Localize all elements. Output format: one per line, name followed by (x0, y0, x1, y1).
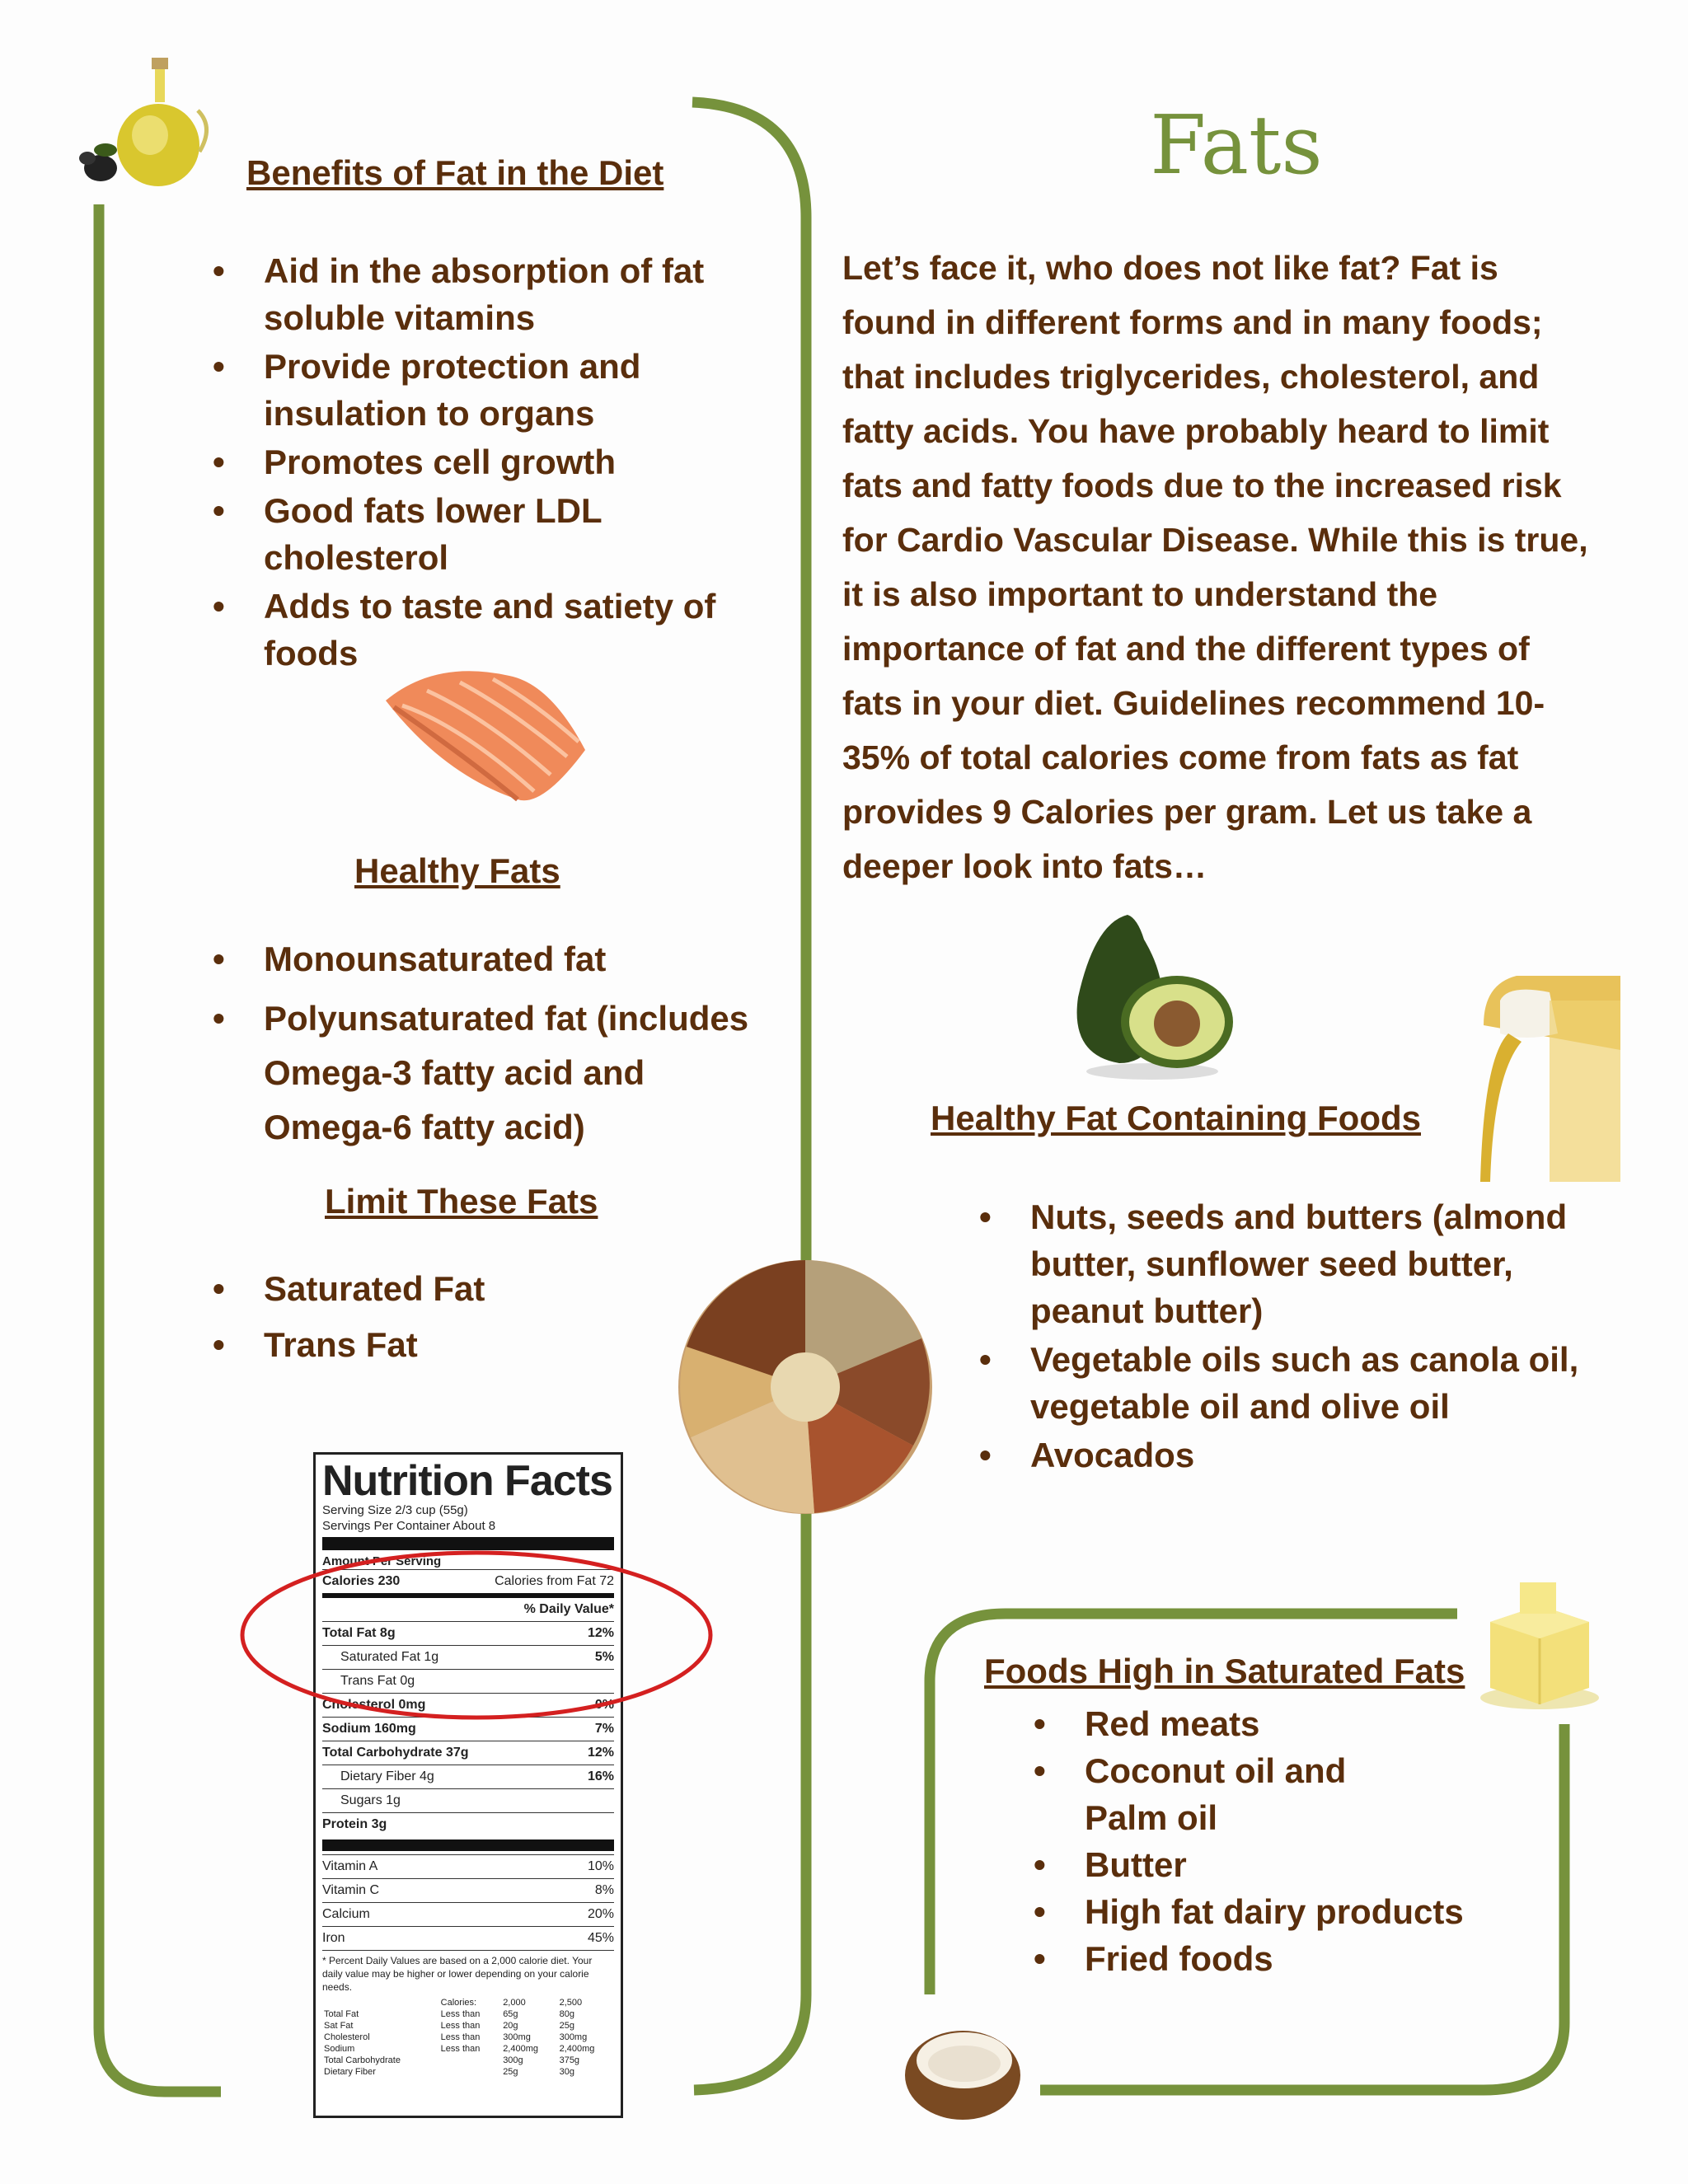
vitamin-value: 45% (587, 1931, 614, 1945)
list-item: • High fat dairy products (1034, 1888, 1561, 1935)
olive-oil-bottle-icon (76, 53, 216, 193)
nutrient-label: Saturated Fat 1g (340, 1650, 439, 1664)
benefits-list (213, 247, 773, 677)
list-item: • Monounsaturated fat (213, 932, 790, 987)
intro-paragraph (842, 241, 1609, 893)
list-item: • Coconut oil and Palm oil (1034, 1747, 1561, 1841)
limit-fats-heading: Limit These Fats (325, 1182, 598, 1221)
daily-value-table-cell: 2,400mg (559, 2044, 595, 2054)
intro-line: fats in your diet. Guidelines recommend 10- (842, 684, 1545, 722)
daily-value-table-cell (439, 2066, 502, 2078)
intro-line: Let’s face it, who does not like fat? Fat is (842, 249, 1498, 287)
nutrient-row (322, 1765, 614, 1788)
daily-value-table-cell: 2,000 (503, 1998, 526, 2008)
intro-line: fats and fatty foods due to the increased risk (842, 466, 1562, 504)
daily-value-table-cell: 375g (559, 2055, 580, 2065)
daily-value-table-cell: Less than (440, 2009, 481, 2019)
coconut-image (897, 2009, 1029, 2125)
healthy-foods-list (979, 1193, 1606, 1479)
daily-value-table-cell: 2,400mg (503, 2044, 538, 2054)
limit-fats-list (213, 1261, 674, 1373)
footnote: * Percent Daily Values are based on a 2,000 calorie diet. Your daily value may be higher or lower depending on your calorie needs. (322, 1950, 614, 1994)
daily-value-table-cell: Cholesterol (324, 2032, 370, 2042)
vitamin-label: Vitamin A (322, 1859, 378, 1873)
nutrient-label: Protein 3g (322, 1817, 387, 1831)
vitamin-value: 8% (594, 1883, 614, 1897)
nutrient-label: Sodium 160mg (322, 1722, 416, 1736)
daily-value-table-row (322, 2066, 614, 2078)
intro-line: deeper look into fats… (842, 847, 1207, 885)
daily-value-table-cell: 300mg (559, 2032, 588, 2042)
daily-value-table-cell: 65g (503, 2009, 518, 2019)
vitamin-value: 10% (587, 1859, 614, 1873)
list-item: • Trans Fat (213, 1317, 674, 1373)
vitamin-row (322, 1926, 614, 1950)
intro-line: fatty acids. You have probably heard to limit (842, 412, 1550, 450)
butter-image (1474, 1572, 1606, 1713)
intro-line: importance of fat and the different types of (842, 630, 1530, 668)
healthy-fats-heading: Healthy Fats (354, 851, 560, 890)
daily-value-table-cell (322, 1997, 439, 2008)
oil-pouring-image (1451, 976, 1620, 1182)
daily-value-table-row (322, 2043, 614, 2055)
saturated-foods-heading: Foods High in Saturated Fats (984, 1652, 1465, 1690)
vitamin-label: Vitamin C (322, 1883, 380, 1897)
highlight-circle (236, 1544, 717, 1726)
nutrient-row (322, 1741, 614, 1765)
list-item: • Aid in the absorption of fat soluble vitamins (213, 247, 773, 341)
list-item: • Adds to taste and satiety of foods (213, 583, 773, 677)
daily-value-table-cell (439, 2055, 502, 2066)
vitamin-label: Iron (322, 1931, 345, 1945)
list-item: • Fried foods (1034, 1935, 1561, 1982)
servings-per-container: Servings Per Container About 8 (322, 1519, 496, 1533)
healthy-fats-list (213, 932, 790, 1155)
avocado-image (1062, 907, 1243, 1088)
label-divider (322, 1840, 614, 1851)
amount-per-serving: Amount Per Serving (322, 1554, 442, 1568)
list-item: • Butter (1034, 1841, 1561, 1888)
list-item: • Vegetable oils such as canola oil, vegetable oil and olive oil (979, 1336, 1606, 1430)
list-item: • Promotes cell growth (213, 438, 773, 485)
benefits-heading: Benefits of Fat in the Diet (246, 153, 664, 192)
nutrition-label-title: Nutrition Facts (322, 1457, 612, 1505)
intro-line: 35% of total calories come from fats as fat (842, 738, 1519, 776)
page-title: Fats (1150, 99, 1323, 193)
vitamin-row (322, 1878, 614, 1902)
nutrient-label: Dietary Fiber 4g (340, 1769, 434, 1783)
daily-value-table-cell: 2,500 (559, 1998, 583, 2008)
intro-line: it is also important to understand the (842, 575, 1438, 613)
list-item: • Nuts, seeds and butters (almond butter, sunflower seed butter, peanut butter) (979, 1193, 1606, 1334)
nutrient-label: Trans Fat 0g (340, 1674, 415, 1688)
daily-value-table-cell: Calories: (440, 1998, 477, 2008)
list-item: • Provide protection and insulation to organs (213, 343, 773, 437)
intro-line: for Cardio Vascular Disease. While this is true, (842, 521, 1588, 559)
daily-value-table-cell: 300g (503, 2055, 523, 2065)
vitamin-rows (322, 1854, 614, 1950)
salmon-fillet-image (369, 651, 592, 808)
nutrient-value: 12% (587, 1626, 614, 1640)
daily-value-table-cell: Dietary Fiber (324, 2067, 376, 2077)
healthy-foods-heading: Healthy Fat Containing Foods (931, 1099, 1421, 1137)
calories-row: Calories 230 Calories from Fat 72 (322, 1569, 614, 1593)
nutrient-label: Cholesterol 0mg (322, 1698, 426, 1712)
nutrient-value: 5% (594, 1650, 614, 1664)
nutrient-value: 12% (587, 1746, 614, 1760)
mixed-nuts-image (674, 1256, 936, 1518)
daily-value-table (322, 1997, 614, 2078)
list-item: • Avocados (979, 1432, 1606, 1479)
nutrient-value: 7% (594, 1722, 614, 1736)
daily-value-table-row (322, 2055, 614, 2066)
daily-value-table-cell: Sat Fat (324, 2021, 354, 2031)
vitamin-label: Calcium (322, 1907, 370, 1921)
daily-value-header: % Daily Value* (322, 1593, 614, 1621)
nutrient-label: Total Carbohydrate 37g (322, 1746, 469, 1760)
daily-value-table-cell: Less than (440, 2021, 481, 2031)
nutrient-label: Total Fat 8g (322, 1626, 396, 1640)
intro-line: that includes triglycerides, cholesterol, and (842, 358, 1540, 396)
intro-line: provides 9 Calories per gram. Let us take a (842, 793, 1532, 831)
list-item: • Polyunsaturated fat (includes Omega-3 fatty acid and Omega-6 fatty acid) (213, 991, 790, 1155)
daily-value-table-cell: Total Fat (324, 2009, 359, 2019)
nutrient-row (322, 1788, 614, 1812)
daily-value-table-cell: 30g (559, 2067, 574, 2077)
daily-value-table-cell: 25g (559, 2021, 574, 2031)
daily-value-table-row (322, 2020, 614, 2032)
nutrient-label: Sugars 1g (340, 1793, 401, 1807)
daily-value-table-row (322, 2008, 614, 2020)
nutrient-value: 0% (594, 1698, 614, 1712)
vitamin-row (322, 1902, 614, 1926)
serving-size: Serving Size 2/3 cup (55g) (322, 1503, 468, 1517)
daily-value-table-cell: Less than (440, 2044, 481, 2054)
daily-value-table-row (322, 2032, 614, 2043)
daily-value-table-cell: 20g (503, 2021, 518, 2031)
daily-value-table-cell: Less than (440, 2032, 481, 2042)
vitamin-value: 20% (587, 1907, 614, 1921)
daily-value-table-cell: 25g (503, 2067, 518, 2077)
daily-value-table-cell: Total Carbohydrate (324, 2055, 401, 2065)
nutrient-value: 16% (587, 1769, 614, 1783)
saturated-foods-list (1034, 1700, 1561, 1982)
daily-value-table-row (322, 1997, 614, 2008)
daily-value-table-cell: Sodium (324, 2044, 355, 2054)
list-item: • Good fats lower LDL cholesterol (213, 487, 773, 581)
intro-line: found in different forms and in many foods; (842, 303, 1543, 341)
daily-value-table-cell: 80g (559, 2009, 574, 2019)
list-item: • Saturated Fat (213, 1261, 674, 1317)
nutrient-row (322, 1812, 614, 1836)
daily-value-table-cell: 300mg (503, 2032, 531, 2042)
vitamin-row (322, 1854, 614, 1878)
list-item: • Red meats (1034, 1700, 1561, 1747)
